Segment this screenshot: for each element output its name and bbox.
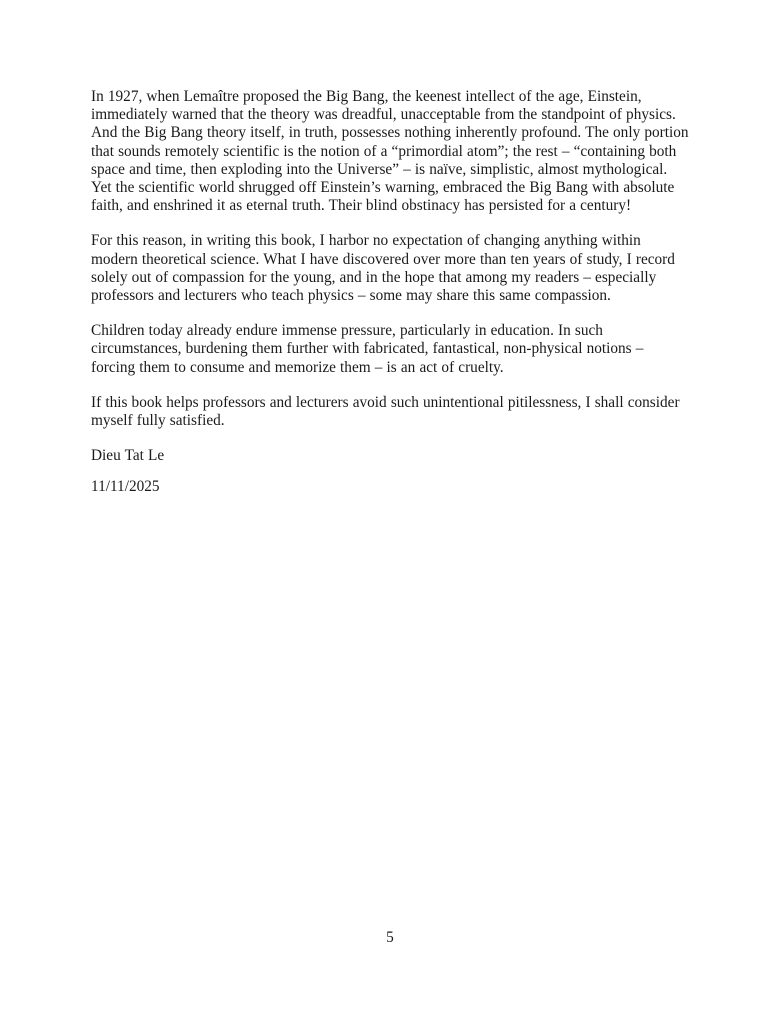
author-signature: Dieu Tat Le xyxy=(91,447,165,465)
signature-date: 11/11/2025 xyxy=(91,478,160,496)
document-body xyxy=(91,88,689,510)
paragraph-children-pressure: Children today already endure immense pressure, particularly in education. In such circumstances, burdening them further with fabricated, fantastical, non-physical notions – forcing them to consume and memorize them – is an act of cruelty. xyxy=(91,322,644,376)
paragraph-closing-wish: If this book helps professors and lecturers avoid such unintentional pitilessness, I shall consider myself fully satisfied. xyxy=(91,393,680,430)
paragraph-reason-for-book: For this reason, in writing this book, I harbor no expectation of changing anything within modern theoretical science. What I have discovered over more than ten years of study, I record solely out of compassion for the young, and in the hope that among my readers – especially professors and lecturers who teach physics – some may share this same compassion. xyxy=(91,232,675,305)
paragraph-intro-einstein: In 1927, when Lemaître proposed the Big Bang, the keenest intellect of the age, Einstein, immediately warned that the theory was dreadful, unacceptable from the standpoint of physics. And the Big Bang theory itself, in truth, possesses nothing inherently profound. The only portion that sounds remotely scientific is the notion of a “primordial atom”; the rest – “containing both space and time, then exploding into the Universe” – is naïve, simplistic, almost mythological. Yet the scientific world shrugged off Einstein’s warning, embraced the Big Bang with absolute faith, and enshrined it as eternal truth. Their blind obstinacy has persisted for a century! xyxy=(91,88,689,215)
page-number: 5 xyxy=(386,929,394,946)
